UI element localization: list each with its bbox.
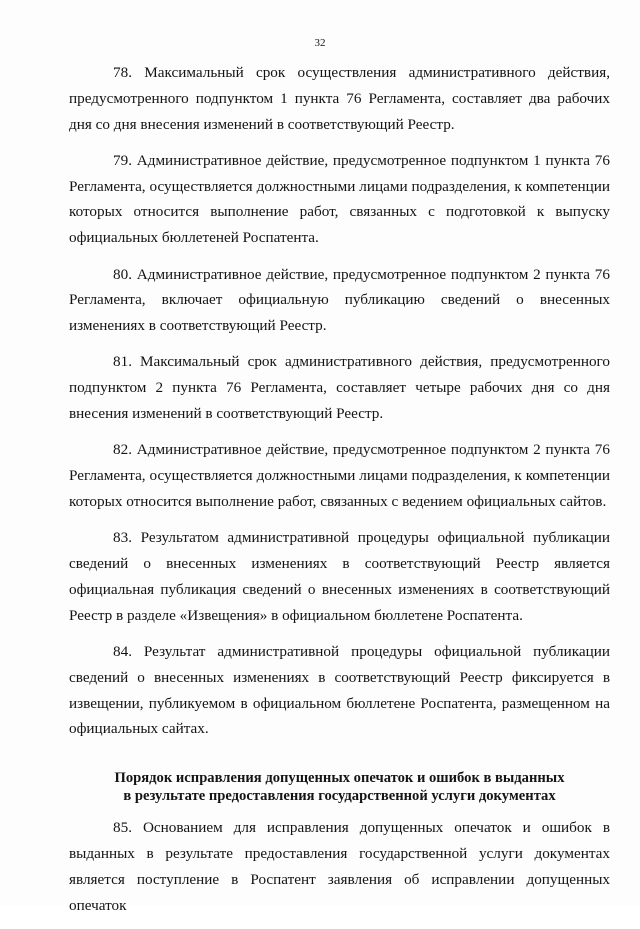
document-body xyxy=(69,60,610,929)
section-heading-line-2: в результате предоставления государственной услуги документах xyxy=(123,788,556,805)
section-heading-line-1: Порядок исправления допущенных опечаток и ошибок в выданных xyxy=(114,770,565,787)
paragraph-79: 79. Административное действие, предусмотренное подпунктом 1 пункта 76 Регламента, осуществляется должностными лицами подразделения, к компетенции которых относится выполнение работ, связанных с подготовкой к выпуску официальных бюллетеней Роспатента. xyxy=(69,151,610,247)
paragraph-85: 85. Основанием для исправления допущенных опечаток и ошибок в выданных в результате предоставления государственной услуги документах является поступление в Роспатент заявления об исправлении допущенных опечаток xyxy=(69,819,610,914)
paragraph-78: 78. Максимальный срок осуществления административного действия, предусмотренного подпунктом 1 пункта 76 Регламента, составляет два рабочих дня со дня внесения изменений в соответствующий Реестр. xyxy=(69,64,610,133)
section-heading xyxy=(69,769,610,805)
paragraph-81: 81. Максимальный срок административного действия, предусмотренного подпунктом 2 пункта 76 Регламента, составляет четыре рабочих дня со дня внесения изменений в соответствующий Реестр. xyxy=(69,353,610,423)
paragraph-82: 82. Административное действие, предусмотренное подпунктом 2 пункта 76 Регламента, осуществляется должностными лицами подразделения, к компетенции которых относится выполнение работ, связанных с ведением официальных сайтов. xyxy=(69,441,610,510)
paragraph-83: 83. Результатом административной процедуры официальной публикации сведений о внесенных изменениях в соответствующий Реестр является официальная публикация сведений о внесенных изменениях в соответствующий Реестр в разделе «Извещения» в официальном бюллетене Роспатента. xyxy=(69,529,610,624)
paragraph-84: 84. Результат административной процедуры официальной публикации сведений о внесенных изменениях в соответствующий Реестр фиксируется в извещении, публикуемом в официальном бюллетене Роспатента, размещенном на официальных сайтах. xyxy=(69,642,610,738)
paragraph-80: 80. Административное действие, предусмотренное подпунктом 2 пункта 76 Регламента, включает официальную публикацию сведений о внесенных изменениях в соответствующий Реестр. xyxy=(69,265,610,335)
page-number: 32 xyxy=(314,37,326,49)
